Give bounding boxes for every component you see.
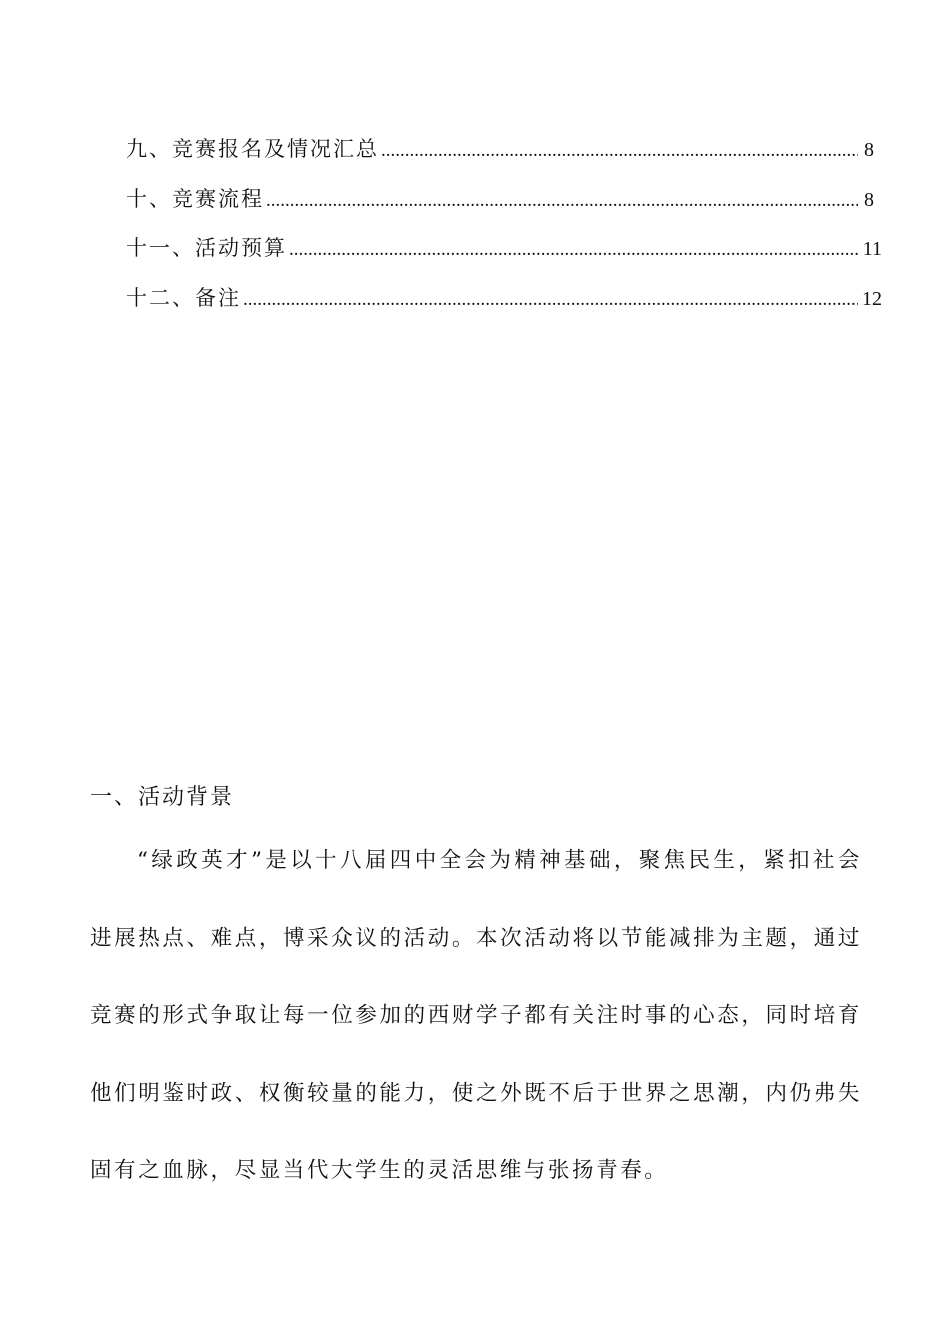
- toc-dot-leader: [266, 190, 858, 212]
- section-paragraph: “绿政英才”是以十八届四中全会为精神基础，聚焦民生，紧扣社会进展热点、难点，博采众议的活动。本次活动将以节能减排为主题，通过竞赛的形式争取让每一位参加的西财学子都有关注时事的心态，同时培育他们明鉴时政、权衡较量的能力，使之外既不后于世界之思潮，内仍弗失固有之血脉，尽显当代大学生的灵活思维与张扬青春。: [90, 848, 862, 1183]
- toc-entry-page: 12: [862, 287, 882, 310]
- toc-entry-label: 十二、备注: [126, 285, 241, 310]
- toc-entry-page: 11: [862, 238, 882, 260]
- toc-entry-label: 九、竞赛报名及情况汇总: [126, 137, 379, 161]
- toc-entry[interactable]: [126, 232, 882, 282]
- toc-entry[interactable]: [126, 133, 882, 183]
- toc-dot-leader: [243, 289, 858, 311]
- toc-entry-label: 十、竞赛流程: [126, 186, 264, 211]
- table-of-contents: [126, 133, 882, 331]
- toc-entry[interactable]: [126, 282, 882, 332]
- toc-entry-page: 8: [864, 188, 874, 211]
- toc-entry-page: 8: [864, 139, 874, 161]
- toc-entry-label: 十一、活动预算: [126, 236, 287, 260]
- toc-dot-leader: [381, 140, 858, 162]
- toc-dot-leader: [289, 239, 858, 261]
- toc-entry[interactable]: [126, 183, 882, 233]
- section-heading: 一、活动背景: [90, 785, 235, 810]
